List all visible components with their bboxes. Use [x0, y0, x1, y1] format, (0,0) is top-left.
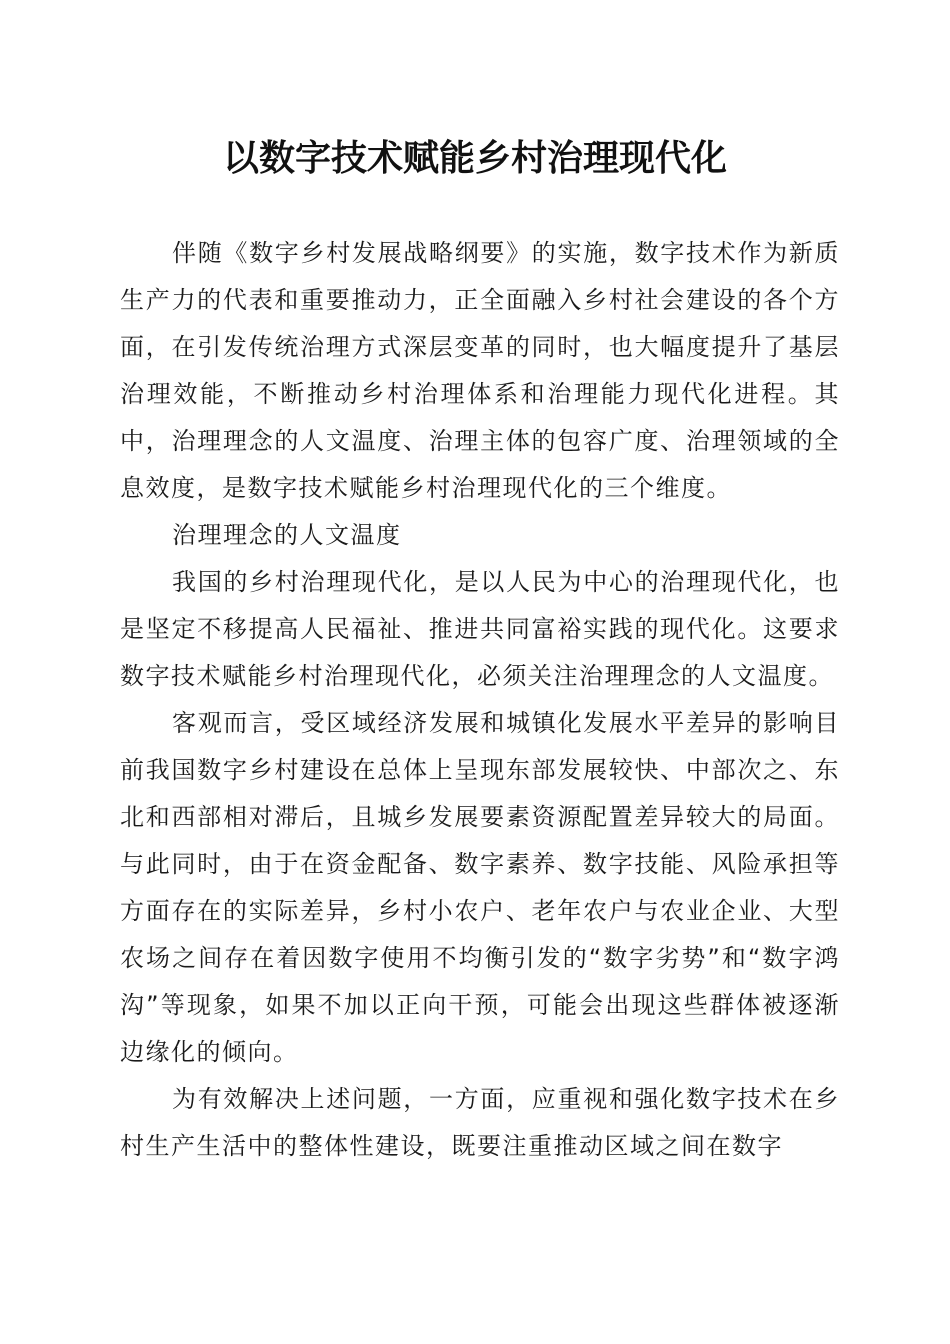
document-title: 以数字技术赋能乡村治理现代化: [222, 137, 727, 179]
paragraph-intro: 伴随《数字乡村发展战略纲要》的实施，数字技术作为新质生产力的代表和重要推动力，正全面融入乡村社会建设的各个方面，在引发传统治理方式深层变革的同时，也大幅度提升了基层治理效能，不断推动乡村治理体系和治理能力现代化进程。其中，治理理念的人文温度、治理主体的包容广度、治理领域的全息效度，是数字技术赋能乡村治理现代化的三个维度。: [120, 239, 840, 502]
paragraph-solution: 为有效解决上述问题，一方面，应重视和强化数字技术在乡村生产生活中的整体性建设，既要注重推动区域之间在数字: [120, 1085, 840, 1160]
document-body: [120, 230, 840, 1170]
paragraph-digital-divide: 客观而言，受区域经济发展和城镇化发展水平差异的影响目前我国数字乡村建设在总体上呈现东部发展较快、中部次之、东北和西部相对滞后，且城乡发展要素资源配置差异较大的局面。与此同时，由于在资金配备、数字素养、数字技能、风险承担等方面存在的实际差异，乡村小农户、老年农户与农业企业、大型农场之间存在着因数字使用不均衡引发的“数字劣势”和“数字鸿沟”等现象，如果不加以正向干预，可能会出现这些群体被逐渐边缘化的倾向。: [120, 709, 840, 1066]
section-heading: 治理理念的人文温度: [172, 521, 402, 549]
paragraph-people-centered: 我国的乡村治理现代化，是以人民为中心的治理现代化，也是坚定不移提高人民福祉、推进共同富裕实践的现代化。这要求数字技术赋能乡村治理现代化，必须关注治理理念的人文温度。: [120, 568, 840, 690]
